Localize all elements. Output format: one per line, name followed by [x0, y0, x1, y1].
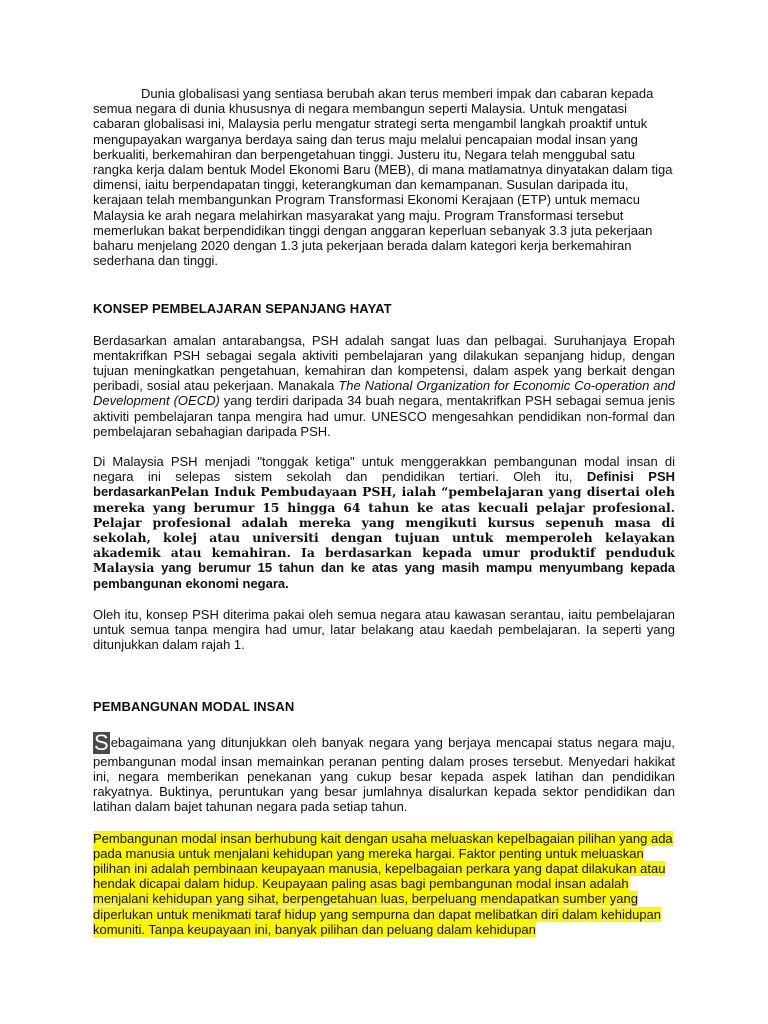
section-heading-konsep: KONSEP PEMBELAJARAN SEPANJANG HAYAT — [93, 301, 392, 317]
malaysia-psh-text: Di Malaysia PSH menjadi "tonggak ketiga" untuk menggerakkan pembangunan modal insan di negara ini selepas sistem sekolah dan pendidikan tertiari. Oleh itu, — [93, 454, 675, 485]
pelan-induk-quote: Pelan Induk Pembudayaan PSH, ialah “pembelajaran yang disertai oleh mereka yang berumur 15 hingga 64 tahun ke atas kecuali pelajar profesional. Pelajar profesional adalah mereka yang mengikuti kursus sepenuh masa di sekolah, kolej atau universiti dengan tujuan untuk memperoleh kelayakan akademik atau kemahiran. Ia berdasarkan kepada umur produktif penduduk Malaysia — [93, 484, 675, 576]
malaysia-psh-paragraph — [93, 454, 675, 591]
document-page — [93, 86, 675, 937]
psh-paragraph-text-a: Berdasarkan amalan antarabangsa, PSH adalah sangat luas dan pelbagai. Suruhanjaya Eropah mentakrifkan PSH sebagai segala aktiviti pembelajaran yang dilakukan sepanjang hidup, dengan tujuan meningkatkan pengetahuan, kemahiran dan kompetensi, dalam aspek yang berkait dengan peribadi, sosial atau pekerjaan. Manakala — [93, 332, 675, 394]
definisi-bold-text: Definisi PSH berdasarkan — [93, 469, 676, 500]
modal-insan-paragraph — [93, 729, 675, 815]
highlighted-paragraph — [93, 831, 675, 937]
psh-definition-paragraph — [93, 333, 675, 439]
drop-cap-letter: S — [94, 729, 109, 755]
konsep-psh-paragraph: Oleh itu, konsep PSH diterima pakai oleh semua negara atau kawasan serantau, iaitu pembelajaran untuk semua tanpa mengira had umur, latar belakang atau kaedah pembelajaran. Ia seperti yang ditunjukkan dalam rajah 1. — [93, 606, 675, 653]
psh-paragraph-text-b: yang terdiri daripada 34 buah negara, mentakrifkan PSH sebagai semua jenis aktiviti pembelajaran tanpa mengira had umur. UNESCO mengesahkan pendidikan non-formal dan pembelajaran sebahagian daripada PSH. — [93, 393, 675, 439]
modal-insan-text: ebagaimana yang ditunjukkan oleh banyak negara yang berjaya mencapai status negara maju, pembangunan modal insan memainkan peranan penting dalam proses tersebut. Menyedari hakikat ini, negara memberikan penekanan yang cukup besar kepada aspek latihan dan pendidikan rakyatnya. Buktinya, peruntukan yang besar jumlahnya disalurkan kepada sektor pendidikan dan latihan dalam bajet tahunan negara pada setiap tahun. — [93, 734, 675, 815]
oecd-italic-text: The National Organization for Economic Co-operation and Development (OECD) — [93, 378, 675, 409]
intro-paragraph: Dunia globalisasi yang sentiasa berubah akan terus memberi impak dan cabaran kepada semua negara di dunia khususnya di negara membangun seperti Malaysia. Untuk mengatasi cabaran globalisasi ini, Malaysia perlu mengatur strategi serta mengambil langkah proaktif untuk mengupayakan warganya berdaya saing dan terus maju melalui pencapaian modal insan yang berkualiti, berkemahiran dan berpengetahuan tinggi. Justeru itu, Negara telah menggubal satu rangka kerja dalam bentuk Model Ekonomi Baru (MEB), di mana matlamatnya dinyatakan dalam tiga dimensi, iaitu berpendapatan tinggi, keterangkuman dan kemampanan. Susulan daripada itu, kerajaan telah membangunkan Program Transformasi Ekonomi Kerajaan (ETP) untuk memacu Malaysia ke arah negara melahirkan masyarakat yang maju. Program Transformasi tersebut memerlukan bakat berpendidikan tinggi dengan anggaran keperluan sebanyak 3.3 juta pekerjaan baharu menjelang 2020 dengan 1.3 juta pekerjaan berada dalam kategori kerja berkemahiran sederhana dan tinggi. — [93, 86, 673, 269]
umur-bold-text: yang berumur 15 tahun dan ke atas yang masih mampu menyumbang kepada pembangunan ekonomi negara. — [93, 560, 675, 591]
highlighted-text: Pembangunan modal insan berhubung kait dengan usaha meluaskan kepelbagaian pilihan yang ada pada manusia untuk menjalani kehidupan yang mereka hargai. Faktor penting untuk meluaskan pilihan ini adalah pembinaan keupayaan manusia, kepelbagaian perkara yang dapat dilakukan atau hendak dicapai dalam hidup. Keupayaan paling asas bagi pembangunan modal insan adalah menjalani kehidupan yang sihat, berpengetahuan luas, berpeluang mendapatkan sumber yang diperlukan untuk menikmati taraf hidup yang sempurna dan dapat melibatkan diri dalam kehidupan komuniti. Tanpa keupayaan ini, banyak pilihan dan peluang dalam kehidupan — [93, 830, 673, 937]
section-heading-modal-insan: PEMBANGUNAN MODAL INSAN — [93, 698, 295, 714]
